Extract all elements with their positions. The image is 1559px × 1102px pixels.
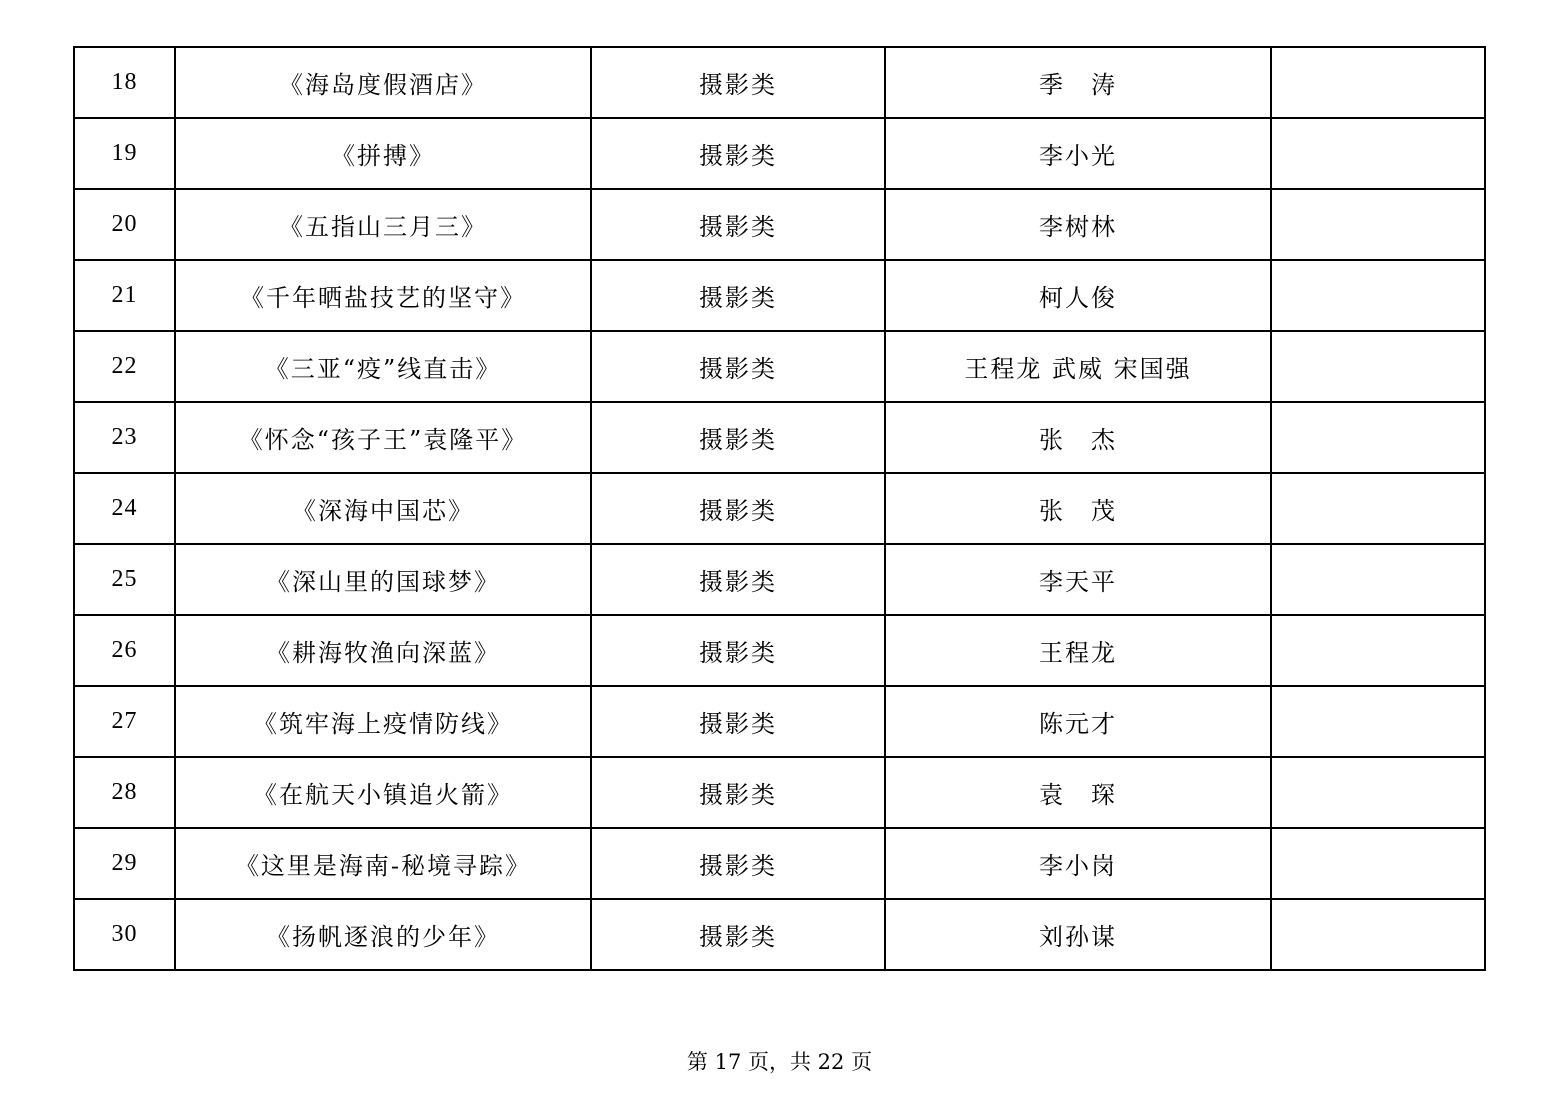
- work-author: 刘孙谋: [885, 899, 1271, 970]
- row-number: 29: [74, 828, 175, 899]
- work-author: 陈元才: [885, 686, 1271, 757]
- work-note: [1271, 757, 1485, 828]
- work-note: [1271, 686, 1485, 757]
- work-author: 李树林: [885, 189, 1271, 260]
- work-title: 《拼搏》: [175, 118, 591, 189]
- work-title: 《深海中国芯》: [175, 473, 591, 544]
- work-author: 李小岗: [885, 828, 1271, 899]
- row-number: 21: [74, 260, 175, 331]
- table-row: [74, 189, 1485, 260]
- work-note: [1271, 899, 1485, 970]
- work-title: 《这里是海南-秘境寻踪》: [175, 828, 591, 899]
- work-note: [1271, 544, 1485, 615]
- row-number: 18: [74, 47, 175, 118]
- work-category: 摄影类: [591, 828, 885, 899]
- row-number: 23: [74, 402, 175, 473]
- work-note: [1271, 47, 1485, 118]
- table-row: [74, 544, 1485, 615]
- row-number: 22: [74, 331, 175, 402]
- work-note: [1271, 260, 1485, 331]
- work-category: 摄影类: [591, 260, 885, 331]
- award-list-table: [73, 46, 1486, 971]
- table-row: [74, 118, 1485, 189]
- table-row: [74, 899, 1485, 970]
- work-title: 《在航天小镇追火箭》: [175, 757, 591, 828]
- row-number: 27: [74, 686, 175, 757]
- work-title: 《筑牢海上疫情防线》: [175, 686, 591, 757]
- work-category: 摄影类: [591, 331, 885, 402]
- work-title: 《海岛度假酒店》: [175, 47, 591, 118]
- table-row: [74, 331, 1485, 402]
- row-number: 25: [74, 544, 175, 615]
- row-number: 19: [74, 118, 175, 189]
- page-number-footer: 第 17 页，共 22 页: [686, 1050, 873, 1074]
- award-list-body: [74, 47, 1485, 970]
- work-author: 李天平: [885, 544, 1271, 615]
- work-category: 摄影类: [591, 686, 885, 757]
- work-note: [1271, 402, 1485, 473]
- row-number: 26: [74, 615, 175, 686]
- table-row: [74, 473, 1485, 544]
- work-title: 《千年晒盐技艺的坚守》: [175, 260, 591, 331]
- row-number: 28: [74, 757, 175, 828]
- work-author: 季 涛: [885, 47, 1271, 118]
- work-author: 张 杰: [885, 402, 1271, 473]
- work-category: 摄影类: [591, 615, 885, 686]
- work-author: 王程龙 武威 宋国强: [885, 331, 1271, 402]
- work-category: 摄影类: [591, 402, 885, 473]
- table-row: [74, 260, 1485, 331]
- row-number: 24: [74, 473, 175, 544]
- table-row: [74, 402, 1485, 473]
- work-category: 摄影类: [591, 757, 885, 828]
- table-row: [74, 615, 1485, 686]
- table-row: [74, 47, 1485, 118]
- work-title: 《扬帆逐浪的少年》: [175, 899, 591, 970]
- work-title: 《耕海牧渔向深蓝》: [175, 615, 591, 686]
- work-author: 袁 琛: [885, 757, 1271, 828]
- work-title: 《五指山三月三》: [175, 189, 591, 260]
- work-note: [1271, 118, 1485, 189]
- work-author: 王程龙: [885, 615, 1271, 686]
- work-note: [1271, 473, 1485, 544]
- work-category: 摄影类: [591, 544, 885, 615]
- work-category: 摄影类: [591, 473, 885, 544]
- work-note: [1271, 828, 1485, 899]
- work-note: [1271, 189, 1485, 260]
- work-title: 《三亚“疫”线直击》: [175, 331, 591, 402]
- work-category: 摄影类: [591, 899, 885, 970]
- work-category: 摄影类: [591, 47, 885, 118]
- work-title: 《深山里的国球梦》: [175, 544, 591, 615]
- work-note: [1271, 331, 1485, 402]
- row-number: 20: [74, 189, 175, 260]
- work-author: 柯人俊: [885, 260, 1271, 331]
- table-row: [74, 757, 1485, 828]
- work-note: [1271, 615, 1485, 686]
- table-row: [74, 828, 1485, 899]
- row-number: 30: [74, 899, 175, 970]
- table-row: [74, 686, 1485, 757]
- work-title: 《怀念“孩子王”袁隆平》: [175, 402, 591, 473]
- work-category: 摄影类: [591, 118, 885, 189]
- work-author: 李小光: [885, 118, 1271, 189]
- work-category: 摄影类: [591, 189, 885, 260]
- work-author: 张 茂: [885, 473, 1271, 544]
